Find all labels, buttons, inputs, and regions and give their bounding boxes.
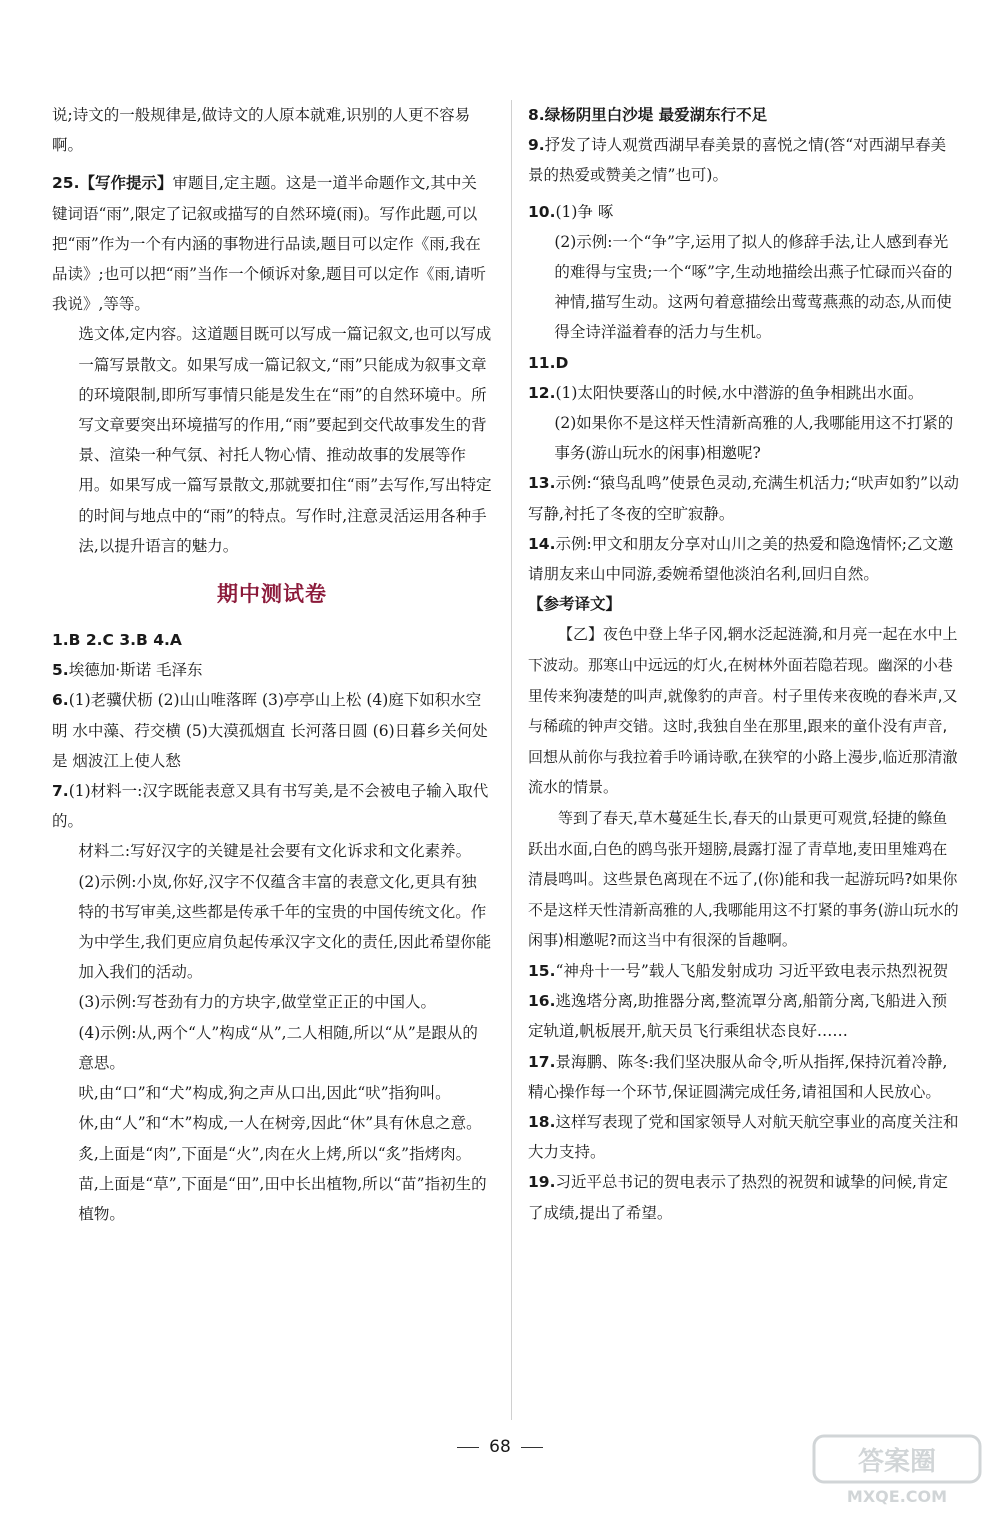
answer-13 [528, 468, 960, 528]
answer-number: 12. [528, 383, 556, 402]
translation-paragraph-2: 等到了春天,草木蔓延生长,春天的山景更可观赏,轻捷的鲦鱼跃出水面,白色的鸥鸟张开翅膀,晨露打湿了青草地,麦田里雉鸡在清晨鸣叫。这些景色离现在不远了,(你)能和我一起游玩吗?如果你不是这样天性清新高雅的人,我哪能用这不打紧的事务(游山玩水的闲事)相邀呢?而这当中有很深的旨趣啊。 [528, 809, 959, 950]
watermark-logo [812, 1434, 982, 1508]
answers-1-4: 1.B 2.C 3.B 4.A [52, 631, 182, 650]
answer-text: 埃德加·斯诺 毛泽东 [68, 661, 203, 680]
answer-number: 14. [528, 534, 556, 553]
answer-number: 6. [52, 691, 69, 710]
answer-7-material-2: 材料二:写好汉字的关键是社会要有文化诉求和文化素养。 [78, 842, 472, 861]
answer-7-part-3: (3)示例:写苍劲有力的方块字,做堂堂正正的中国人。 [78, 993, 436, 1012]
dash-left [457, 1447, 479, 1448]
answer-7-part-4-fei: 吠,由“口”和“犬”构成,狗之声从口出,因此“吠”指狗叫。 [78, 1084, 451, 1103]
left-column [52, 100, 492, 1229]
answer-14 [528, 529, 960, 589]
answer-number: 8. [528, 106, 545, 124]
answer-9 [528, 130, 960, 190]
answer-text: 绿杨阴里白沙堤 最爱湖东行不足 [544, 105, 768, 124]
answer-25-paragraph-2: 选文体,定内容。这道题目既可以写成一篇记叙文,也可以写成一篇写景散文。如果写成一篇记叙文,“雨”只能成为叙事文章的环境限制,即所写事情只能是发生在“雨”的自然环境中。所写文章要突出环境描写的作用,“雨”要起到交代故事发生的背景、渲染一种气氛、衬托人物心情、推动故事的发展等作用。如果写成一篇写景散文,那就要扣住“雨”去写作,写出特定的时间与地点中的“雨”的特点。写作时,注意灵活运用各种手法,以提升语言的魅力。 [78, 325, 492, 555]
dash-right [521, 1447, 543, 1448]
answer-7-part-4-xiu: 休,由“人”和“木”构成,一人在树旁,因此“休”具有休息之意。 [78, 1114, 482, 1133]
answer-10 [528, 197, 960, 227]
answer-number: 25. [52, 174, 80, 193]
svg-text:MXQE.COM: MXQE.COM [846, 1487, 948, 1506]
answer-19 [528, 1167, 960, 1227]
answer-number: 17. [528, 1052, 556, 1071]
answer-12 [528, 378, 960, 408]
answer-number: 5. [52, 661, 69, 680]
answer-16 [528, 986, 960, 1046]
answer-text: 习近平总书记的贺电表示了热烈的祝贺和诚挚的问候,肯定了成绩,提出了希望。 [528, 1173, 948, 1222]
answer-text: (1)材料一:汉字既能表意又具有书写美,是不会被电子输入取代的。 [52, 782, 489, 831]
answer-text: 逃逸塔分离,助推器分离,整流罩分离,船箭分离,飞船进入预定轨道,帆板展开,航天员飞行乘组状态良好…… [528, 992, 948, 1041]
answer-text: “神舟十一号”载人飞船发射成功 习近平致电表示热烈祝贺 [555, 961, 949, 980]
answer-17 [528, 1047, 960, 1107]
answer-15 [528, 956, 960, 986]
answer-number: 18. [528, 1113, 556, 1131]
writing-tip-heading: 【写作提示】 [79, 173, 173, 193]
answer-7-part-2: (2)示例:小岚,你好,汉字不仅蕴含丰富的表意文化,更具有独特的书写审美,这些都是传承千年的宝贵的中国传统文化。作为中学生,我们更应肩负起传承汉字文化的责任,因此希望你能加入我们的活动。 [78, 872, 492, 982]
answer-text: (1)老骥伏枥 (2)山山唯落晖 (3)亭亭山上松 (4)庭下如积水空明 水中藻、荇交横 (5)大漠孤烟直 长河落日圆 (6)日暮乡关何处是 烟波江上使人愁 [52, 691, 488, 770]
answer-text: 审题目,定主题。这是一道半命题作文,其中关键词语“雨”,限定了记叙或描写的自然环境(雨)。写作此题,可以把“雨”作为一个有内涵的事物进行品读,题目可以定作《雨,我在品读》;也可以把“雨”当作一个倾诉对象,题目可以定作《雨,请听我说》,等等。 [52, 174, 486, 314]
answer-10-part-2: (2)示例:一个“争”字,运用了拟人的修辞手法,让人感到春光的难得与宝贵;一个“啄”字,生动地描绘出燕子忙碌而兴奋的神情,描写生动。这两句着意描绘出莺莺燕燕的动态,从而使得全诗洋溢着春的活力与生机。 [554, 232, 953, 342]
translation-paragraph-1: 【乙】夜色中登上华子冈,辋水泛起涟漪,和月亮一起在水中上下波动。那寒山中远远的灯火,在树林外面若隐若现。幽深的小巷里传来狗凄楚的叫声,就像豹的声音。村子里传来夜晚的舂米声,又与稀疏的钟声交错。这时,我独自坐在那里,跟来的童仆没有声音,回想从前你与我拉着手吟诵诗歌,在狭窄的小路上漫步,临近那清澈流水的情景。 [528, 625, 958, 797]
page-number-text: 68 [489, 1437, 511, 1457]
svg-text:答案圈: 答案圈 [857, 1447, 937, 1477]
answer-7-part-4: (4)示例:从,两个“人”构成“从”,二人相随,所以“从”是跟从的意思。 [78, 1023, 478, 1072]
answer-5 [52, 655, 492, 685]
answer-number: 7. [52, 782, 69, 801]
answer-12-part-2: (2)如果你不是这样天性清新高雅的人,我哪能用这不打紧的事务(游山玩水的闲事)相邀呢? [554, 414, 954, 463]
section-title: 期中测试卷 [217, 582, 327, 607]
answer-text: 示例:“猿鸟乱鸣”使景色灵动,充满生机活力;“吠声如豹”以动写静,衬托了冬夜的空旷寂静。 [528, 474, 960, 523]
answer-text: 抒发了诗人观赏西湖早春美景的喜悦之情(答“对西湖早春美景的热爱或赞美之情”也可)。 [528, 136, 947, 185]
answer-number: 16. [528, 992, 556, 1011]
answer-8 [528, 100, 960, 130]
answer-number: 9. [528, 136, 545, 155]
answer-7 [52, 776, 492, 836]
column-divider [511, 100, 512, 1420]
answer-18 [528, 1107, 960, 1167]
answer-number: 13. [528, 474, 556, 493]
reference-translation-heading: 【参考译文】 [528, 594, 622, 614]
answer-text: (1)争 啄 [555, 202, 614, 221]
answer-11 [528, 348, 960, 378]
answer-number: 15. [528, 961, 556, 980]
paragraph-continued: 说;诗文的一般规律是,做诗文的人原本就难,识别的人更不容易啊。 [52, 106, 471, 155]
answer-text: (1)太阳快要落山的时候,水中潜游的鱼争相跳出水面。 [555, 383, 924, 402]
answer-text: 这样写表现了党和国家领导人对航天航空事业的高度关注和大力支持。 [528, 1113, 959, 1162]
answer-6 [52, 685, 492, 776]
answer-number: 19. [528, 1173, 556, 1192]
answer-text: 示例:甲文和朋友分享对山川之美的热爱和隐逸情怀;乙文邀请朋友来山中同游,委婉希望他淡泊名利,回归自然。 [528, 534, 954, 584]
answer-number: 10. [528, 202, 556, 221]
answer-number: 11. [528, 353, 556, 372]
answer-7-part-4-miao: 苗,上面是“草”,下面是“田”,田中长出植物,所以“苗”指初生的植物。 [78, 1174, 487, 1223]
answer-text: D [555, 353, 569, 372]
right-column [528, 100, 960, 1228]
answer-25 [52, 168, 492, 319]
answer-text: 景海鹏、陈冬:我们坚决服从命令,听从指挥,保持沉着冷静,精心操作每一个环节,保证圆满完成任务,请祖国和人民放心。 [528, 1052, 948, 1101]
answer-7-part-4-zhi: 炙,上面是“肉”,下面是“火”,肉在火上烤,所以“炙”指烤肉。 [78, 1144, 472, 1163]
